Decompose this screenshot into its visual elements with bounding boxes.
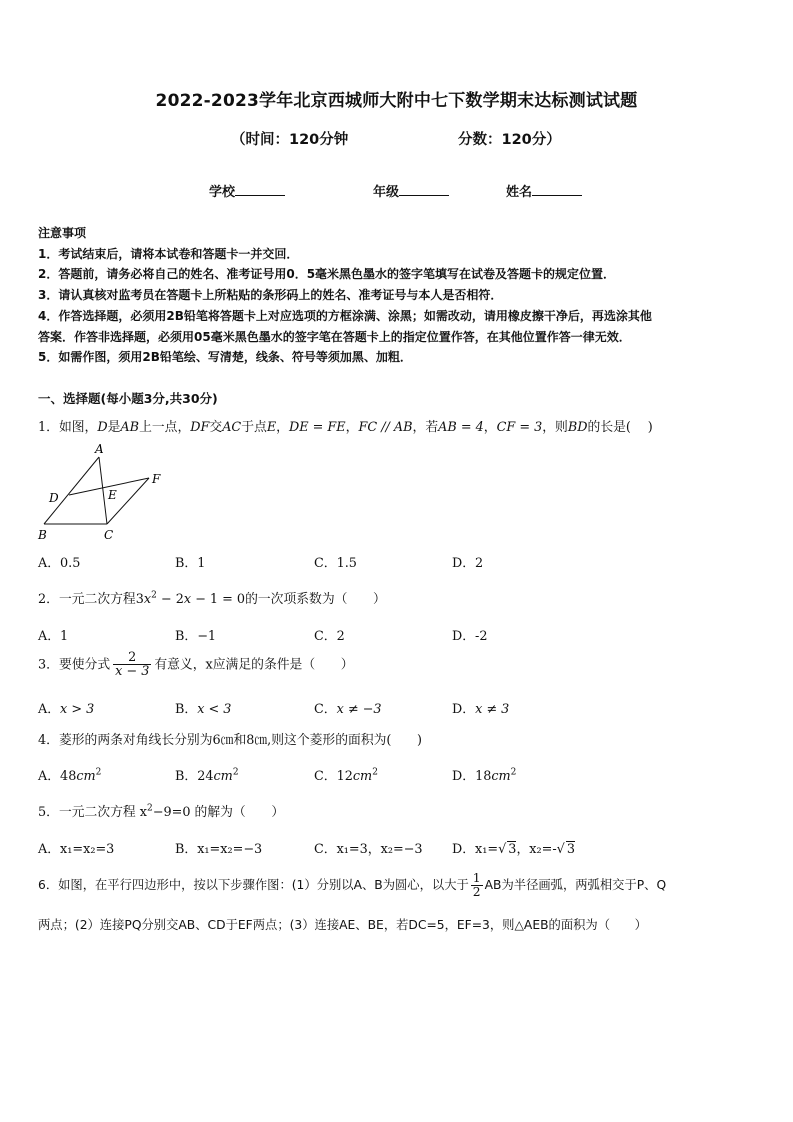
label-e: E (108, 488, 117, 502)
q1-var: E (266, 420, 277, 435)
q1-text: 于点 (241, 420, 267, 435)
q4-option-b[interactable] (175, 765, 239, 784)
label-b: B (38, 528, 47, 542)
q3-text: 3．要使分式 (38, 657, 111, 673)
option-value: 48 (60, 769, 77, 784)
q1-condition: DE = FE (288, 420, 346, 435)
q1-option-c[interactable]: C．1.5 (314, 556, 357, 571)
option-text: D．x₁= (452, 842, 499, 857)
q3-option-d[interactable] (452, 698, 509, 717)
option-math: x ≠ 3 (475, 702, 510, 717)
school-blank (235, 183, 285, 196)
grade-label: 年级 (373, 185, 400, 200)
q2-eq: − 2 (156, 592, 184, 607)
q1-text: 是 (107, 420, 121, 435)
q1-condition: FC // AB (358, 420, 413, 435)
option-value: 18 (475, 769, 492, 784)
option-unit: cm (213, 769, 233, 784)
q6-text: AB为半径画弧，两弧相交于P、Q (484, 877, 667, 892)
q5-option-d[interactable] (452, 838, 575, 857)
q1-var: AC (222, 420, 242, 435)
q2-eq: x (143, 592, 152, 607)
question-6-line-2: 两点；(2）连接PQ分别交AB、CD于EF两点；(3）连接AE、BE，若DC=5，EF=3，则△AEB的面积为（ ） (38, 918, 647, 932)
q1-text: 的长是( ) (587, 420, 653, 435)
option-value: 24 (197, 769, 214, 784)
exam-score: 分数：120分） (458, 132, 561, 148)
q1-var: AB (120, 420, 140, 435)
section-heading: 一、选择题(每小题3分,共30分) (38, 391, 218, 406)
question-2 (38, 588, 386, 607)
option-text: ，x₂=- (516, 842, 557, 857)
name-field (506, 181, 582, 200)
q3-option-c[interactable] (314, 698, 382, 717)
q2-option-c[interactable]: C．2 (314, 629, 345, 644)
q2-option-a[interactable]: A．1 (38, 629, 69, 644)
q2-text: 2．一元二次方程 (38, 592, 136, 607)
name-label: 姓名 (506, 185, 533, 200)
question-3 (38, 651, 354, 679)
note-item: 答案．作答非选择题，必须用05毫米黑色墨水的签字笔在答题卡上的指定位置作答，在其他位置作答一律无效． (38, 330, 631, 344)
q2-eq: 2 (151, 590, 157, 601)
question-4: 4．菱形的两条对角线长分别为6㎝和8㎝,则这个菱形的面积为( ) (38, 733, 422, 748)
q1-text: ， (483, 420, 497, 435)
q4-option-a[interactable] (38, 765, 101, 784)
q2-text: 的一次项系数为（ ） (245, 592, 386, 607)
sqrt-sign: √ (556, 842, 565, 857)
q2-eq: 3 (135, 592, 144, 607)
q5-text: −9=0 的解为（ ） (152, 805, 285, 820)
q3-fraction (113, 651, 151, 679)
q1-text: 1．如图， (38, 420, 98, 435)
q5-text: 5．一元二次方程 x (38, 805, 148, 820)
q2-option-d[interactable]: D．-2 (452, 629, 488, 644)
option-math: x > 3 (60, 702, 95, 717)
option-label: C． (314, 702, 337, 717)
option-sup: 2 (372, 767, 378, 778)
q1-text: ，则 (542, 420, 568, 435)
q1-text: ，若 (412, 420, 439, 435)
option-math: x ≠ −3 (336, 702, 382, 717)
q6-frac-num: 1 (472, 871, 481, 885)
q6-fraction (471, 872, 483, 899)
q5-sup: 2 (147, 803, 153, 814)
note-item: 3．请认真核对监考员在答题卡上所粘贴的条形码上的姓名、准考证号与本人是否相符． (38, 288, 503, 302)
label-d: D (49, 491, 59, 505)
sqrt-sign: √ (498, 842, 507, 857)
q2-eq: x (183, 592, 192, 607)
question-5 (38, 801, 284, 820)
option-label: B． (175, 702, 198, 717)
q2-eq: − 1 = 0 (191, 592, 246, 607)
option-value: 12 (336, 769, 353, 784)
q3-text: 有意义，x应满足的条件是（ ） (154, 657, 354, 673)
page-title: 2022-2023学年北京西城师大附中七下数学期末达标测试试题 (155, 91, 638, 111)
option-math: x < 3 (197, 702, 232, 717)
q1-var: BD (567, 420, 588, 435)
q1-option-a[interactable]: A．0.5 (38, 556, 81, 571)
option-label: C． (314, 769, 337, 784)
grade-field (373, 181, 449, 200)
question-6-line-1 (38, 872, 666, 899)
notes-heading: 注意事项 (38, 226, 87, 240)
segment-ac (99, 457, 107, 524)
label-f: F (152, 472, 161, 486)
q3-option-b[interactable] (175, 698, 231, 717)
q6-text: 6．如图，在平行四边形中，按以下步骤作图：(1）分别以A、B为圆心，以大于 (38, 877, 469, 892)
q1-option-d[interactable]: D．2 (452, 556, 484, 571)
q1-condition: CF = 3 (496, 420, 543, 435)
question-1 (38, 416, 653, 435)
q2-option-b[interactable]: B．−1 (175, 629, 217, 644)
note-item: 2．答题前，请务必将自己的姓名、准考证号用0．5毫米黑色墨水的签字笔填写在试卷及答题卡的规定位置． (38, 267, 616, 281)
option-unit: cm (352, 769, 373, 784)
q3-option-a[interactable] (38, 698, 94, 717)
sqrt-radicand: 3 (508, 842, 517, 857)
option-unit: cm (76, 769, 96, 784)
q4-option-d[interactable] (452, 765, 516, 784)
option-sup: 2 (510, 767, 517, 778)
name-blank (532, 183, 582, 196)
q1-var: D (97, 420, 108, 435)
q1-option-b[interactable]: B．1 (175, 556, 206, 571)
note-item: 4．作答选择题，必须用2B铅笔将答题卡上对应选项的方框涂满、涂黑；如需改动，请用橡皮擦干净后，再选涂其他 (38, 309, 652, 323)
option-label: A． (38, 702, 61, 717)
option-label: B． (175, 769, 198, 784)
school-field (209, 181, 285, 200)
q1-figure (34, 440, 174, 544)
q1-text: ， (276, 420, 289, 435)
q4-option-c[interactable] (314, 765, 378, 784)
option-label: A． (38, 769, 61, 784)
school-label: 学校 (209, 185, 236, 200)
label-a: A (95, 442, 104, 456)
option-sup: 2 (95, 767, 102, 778)
q1-condition: AB = 4 (438, 420, 484, 435)
q1-text: 上一点， (139, 420, 191, 435)
q3-frac-num: 2 (113, 651, 151, 665)
q5-option-a[interactable]: A．x₁=x₂=3 (38, 842, 115, 857)
q1-text: ， (345, 420, 359, 435)
q6-frac-den: 2 (472, 884, 481, 899)
q3-frac-den: x − 3 (115, 664, 150, 680)
q1-var: DF (190, 420, 210, 435)
note-item: 5．如需作图，须用2B铅笔绘、写清楚，线条、符号等须加黑、加粗． (38, 350, 412, 364)
exam-time: （时间：120分钟 (231, 132, 349, 148)
q1-text: 交 (209, 420, 223, 435)
option-sup: 2 (232, 767, 239, 778)
option-unit: cm (491, 769, 511, 784)
q5-option-b[interactable]: B．x₁=x₂=−3 (175, 842, 263, 857)
note-item: 1．考试结束后，请将本试卷和答题卡一并交回． (38, 247, 299, 261)
grade-blank (399, 183, 449, 196)
label-c: C (104, 528, 114, 542)
option-label: D． (452, 702, 476, 717)
q5-option-c[interactable]: C．x₁=3，x₂=−3 (314, 842, 423, 857)
option-label: D． (452, 769, 476, 784)
sqrt-radicand: 3 (566, 842, 575, 857)
